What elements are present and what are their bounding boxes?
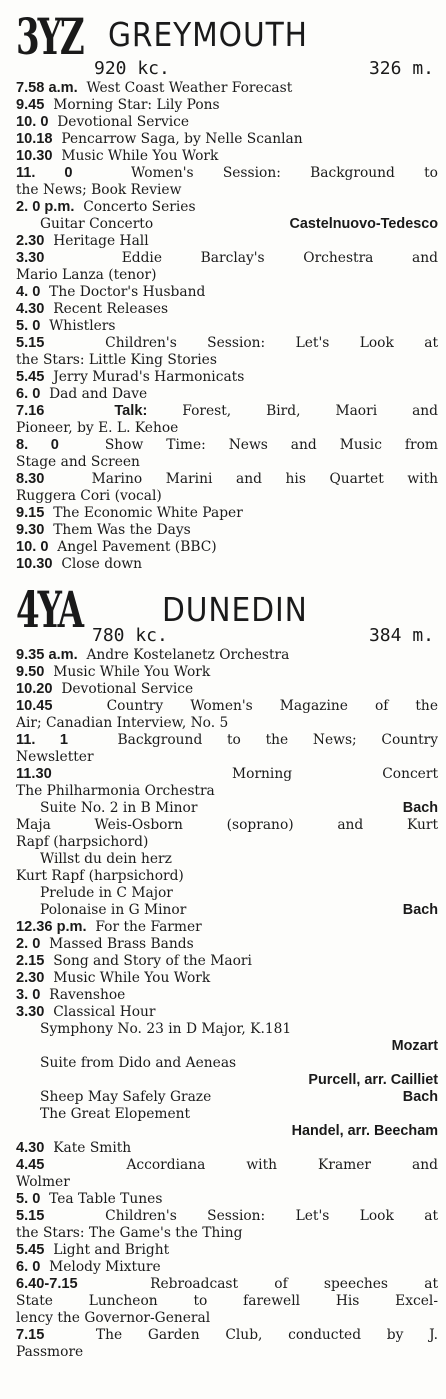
programme-line — [16, 1004, 438, 1021]
programme-line — [16, 471, 438, 488]
programme-time: 4.30 — [16, 1140, 45, 1156]
programme-line — [16, 1259, 438, 1276]
programme-title: Dad and Dave — [49, 386, 148, 402]
programme-title: Kate Smith — [53, 1140, 132, 1156]
programme-text: Air; Canadian Interview, No. 5 — [16, 715, 229, 731]
programme-title: Devotional Service — [61, 681, 194, 697]
programme-time: 5. 0 — [16, 1191, 41, 1207]
programme-time: 3. 0 — [16, 987, 41, 1003]
composer-name: Castelnuovo-Tedesco — [289, 216, 438, 232]
station-header — [16, 581, 438, 647]
programme-text: the Stars: Little King Stories — [16, 352, 217, 368]
programme-time: 2. 0 — [16, 936, 41, 952]
programme-time: 5.15 — [16, 335, 45, 351]
programme-time: 3.30 — [16, 250, 45, 266]
programme-continuation — [16, 868, 438, 885]
item-title: The Great Elopement — [40, 1106, 191, 1122]
programme-item — [16, 800, 438, 817]
programme-line — [16, 1327, 438, 1344]
item-title: Guitar Concerto — [40, 216, 154, 232]
programme-text: the News; Book Review — [16, 182, 182, 198]
programme-time: 9.45 — [16, 97, 45, 113]
programme-item — [16, 1106, 438, 1123]
programme-continuation — [16, 352, 438, 369]
station-3yz — [16, 0, 438, 573]
programme-time: 6. 0 — [16, 386, 41, 402]
programme-text: Pioneer, by E. L. Kehoe — [16, 420, 179, 436]
station-header — [16, 0, 438, 80]
programme-line — [16, 698, 438, 715]
programme-text: Mario Lanza (tenor) — [16, 267, 157, 283]
programme-time: 7.16 — [16, 403, 45, 419]
programme-continuation — [16, 1344, 438, 1361]
programme-continuation — [16, 1225, 438, 1242]
programme-time: 2.15 — [16, 953, 45, 969]
programme-text: Passmore — [16, 1344, 84, 1360]
programme-line — [16, 301, 438, 318]
composer-name: Bach — [402, 1089, 438, 1105]
programme-title: Women's Session: Background to — [131, 165, 438, 181]
programme-time: 10. 0 — [16, 114, 49, 130]
programme-line — [16, 1242, 438, 1259]
programme-item — [16, 902, 438, 919]
item-title: Symphony No. 23 in D Major, K.181 — [40, 1021, 292, 1037]
programme-continuation — [16, 1174, 438, 1191]
programme-title: Andre Kostelanetz Orchestra — [86, 647, 290, 663]
programme-line — [16, 131, 438, 148]
station-city: DUNEDIN — [162, 590, 308, 629]
programme-title: Morning Concert — [232, 766, 438, 782]
programme-time: 11. 1 — [16, 732, 69, 748]
programme-line — [16, 766, 438, 783]
programme-list — [16, 80, 438, 573]
composer-name: Bach — [402, 902, 438, 918]
item-title: Polonaise in G Minor — [40, 902, 187, 918]
programme-title: The Economic White Paper — [53, 505, 243, 521]
programme-title: Pencarrow Saga, by Nelle Scanlan — [61, 131, 303, 147]
programme-time: 8. 0 — [16, 437, 59, 453]
programme-item — [16, 851, 438, 868]
programme-title: Tea Table Tunes — [49, 1191, 163, 1207]
programme-continuation — [16, 715, 438, 732]
programme-title: Heritage Hall — [53, 233, 149, 249]
programme-time: 10.20 — [16, 681, 53, 697]
item-title: Suite from Dido and Aeneas — [40, 1055, 237, 1071]
programme-time: 3.30 — [16, 1004, 45, 1020]
station-city: GREYMOUTH — [108, 15, 308, 54]
programme-continuation — [16, 454, 438, 471]
programme-time: 9.50 — [16, 664, 45, 680]
station-frequency: 920 kc. — [94, 58, 170, 79]
programme-time: 9.30 — [16, 522, 45, 538]
composer-name: Bach — [402, 800, 438, 816]
programme-item — [16, 1089, 438, 1106]
programme-continuation — [16, 420, 438, 437]
station-wavelength: 384 m. — [368, 625, 434, 646]
programme-text: the Stars: The Game's the Thing — [16, 1225, 243, 1241]
programme-title: Jerry Murad's Harmonicats — [53, 369, 245, 385]
programme-time: 10.30 — [16, 148, 53, 164]
programme-title: Song and Story of the Maori — [53, 953, 252, 969]
programme-text: Kurt Rapf (harpsichord) — [16, 868, 184, 884]
programme-title: Background to the News; Country — [117, 732, 438, 748]
programme-continuation — [16, 783, 438, 800]
programme-title: Rebroadcast of speeches at — [150, 1276, 438, 1292]
programme-title: For the Farmer — [95, 919, 202, 935]
programme-line — [16, 505, 438, 522]
composer-line — [16, 1038, 438, 1055]
programme-item — [16, 885, 438, 902]
programme-title: Music While You Work — [53, 970, 211, 986]
programme-text: lency the Governor-General — [16, 1310, 211, 1326]
programme-title: Country Women's Magazine of the — [106, 698, 438, 714]
programme-line — [16, 522, 438, 539]
programme-title: Music While You Work — [61, 148, 219, 164]
programme-label: Talk: — [114, 403, 148, 419]
programme-line — [16, 681, 438, 698]
programme-line — [16, 732, 438, 749]
programme-line — [16, 664, 438, 681]
item-title: Suite No. 2 in B Minor — [40, 800, 198, 816]
programme-title: Massed Brass Bands — [49, 936, 194, 952]
programme-continuation — [16, 749, 438, 766]
programme-title: Whistlers — [49, 318, 116, 334]
programme-title: Close down — [61, 556, 143, 572]
programme-title: Morning Star: Lily Pons — [53, 97, 220, 113]
programme-time: 6.40-7.15 — [16, 1276, 78, 1292]
programme-text: Stage and Screen — [16, 454, 140, 470]
programme-title: Them Was the Days — [53, 522, 191, 538]
programme-continuation — [16, 834, 438, 851]
programme-title: Accordiana with Kramer and — [126, 1157, 438, 1173]
programme-item — [16, 216, 438, 233]
programme-title: Children's Session: Let's Look at — [105, 335, 438, 351]
programme-time: 5. 0 — [16, 318, 41, 334]
programme-time: 5.15 — [16, 1208, 45, 1224]
programme-title: Ravenshoe — [49, 987, 126, 1003]
composer-name: Purcell, arr. Cailliet — [308, 1072, 438, 1088]
programme-line — [16, 1191, 438, 1208]
programme-line — [16, 403, 438, 420]
station-frequency: 780 kc. — [92, 625, 168, 646]
programme-text: Maja Weis-Osborn (soprano) and Kurt — [16, 817, 438, 833]
programme-line — [16, 936, 438, 953]
programme-text: Ruggera Cori (vocal) — [16, 488, 162, 504]
programme-line — [16, 80, 438, 97]
programme-line — [16, 318, 438, 335]
programme-title: Light and Bright — [53, 1242, 170, 1258]
station-call-sign: 4YA — [16, 580, 83, 639]
programme-time: 5.45 — [16, 369, 45, 385]
programme-line — [16, 233, 438, 250]
programme-line — [16, 369, 438, 386]
programme-time: 4.45 — [16, 1157, 45, 1173]
programme-text: Wolmer — [16, 1174, 70, 1190]
programme-title: Classical Hour — [53, 1004, 156, 1020]
programme-title: Music While You Work — [53, 664, 211, 680]
composer-name: Handel, arr. Beecham — [291, 1123, 438, 1139]
programme-line — [16, 335, 438, 352]
programme-title: Angel Pavement (BBC) — [57, 539, 217, 555]
programme-time: 6. 0 — [16, 1259, 41, 1275]
programme-text: The Philharmonia Orchestra — [16, 783, 215, 799]
programme-line — [16, 647, 438, 664]
programme-time: 7.15 — [16, 1327, 45, 1343]
programme-continuation — [16, 182, 438, 199]
programme-title: Devotional Service — [57, 114, 190, 130]
programme-title: Concerto Series — [83, 199, 196, 215]
programme-line — [16, 386, 438, 403]
programme-time: 11.30 — [16, 766, 52, 782]
programme-line — [16, 953, 438, 970]
programme-line — [16, 919, 438, 936]
programme-time: 2.30 — [16, 970, 45, 986]
programme-title: Children's Session: Let's Look at — [105, 1208, 438, 1224]
station-wavelength: 326 m. — [368, 58, 434, 79]
programme-time: 7.58 a.m. — [16, 80, 78, 96]
programme-line — [16, 250, 438, 267]
programme-line — [16, 284, 438, 301]
programme-line — [16, 1157, 438, 1174]
programme-text: Rapf (harpsichord) — [16, 834, 149, 850]
programme-time: 5.45 — [16, 1242, 45, 1258]
programme-line — [16, 970, 438, 987]
programme-item — [16, 1021, 438, 1038]
programme-text: Newsletter — [16, 749, 94, 765]
item-title: Willst du dein herz — [40, 851, 172, 867]
programme-time: 10.45 — [16, 698, 53, 714]
programme-line — [16, 1208, 438, 1225]
programme-time: 10. 0 — [16, 539, 49, 555]
programme-title: The Doctor's Husband — [49, 284, 206, 300]
programme-time: 2.30 — [16, 233, 45, 249]
item-title: Sheep May Safely Graze — [40, 1089, 212, 1105]
programme-time: 2. 0 p.m. — [16, 199, 75, 215]
programme-continuation — [16, 817, 438, 834]
composer-name: Mozart — [391, 1038, 438, 1054]
programme-line — [16, 97, 438, 114]
programme-time: 9.15 — [16, 505, 45, 521]
programme-line — [16, 539, 438, 556]
composer-line — [16, 1123, 438, 1140]
programme-title: Melody Mixture — [49, 1259, 161, 1275]
programme-continuation — [16, 1310, 438, 1327]
programme-line — [16, 114, 438, 131]
programme-line — [16, 556, 438, 573]
item-title: Prelude in C Major — [40, 885, 173, 901]
programme-title: Marino Marini and his Quartet with — [91, 471, 438, 487]
programme-line — [16, 148, 438, 165]
programme-continuation — [16, 267, 438, 284]
programme-line — [16, 1140, 438, 1157]
programme-line — [16, 987, 438, 1004]
programme-title: Eddie Barclay's Orchestra and — [121, 250, 438, 266]
programme-title: Show Time: News and Music from — [104, 437, 438, 453]
programme-time: 4.30 — [16, 301, 45, 317]
programme-time: 12.36 p.m. — [16, 919, 87, 935]
programme-time: 11. 0 — [16, 165, 73, 181]
programme-line — [16, 165, 438, 182]
composer-line — [16, 1072, 438, 1089]
programme-time: 9.35 a.m. — [16, 647, 78, 663]
programme-time: 4. 0 — [16, 284, 41, 300]
programme-item — [16, 1055, 438, 1072]
programme-list — [16, 647, 438, 1361]
programme-title: West Coast Weather Forecast — [86, 80, 293, 96]
programme-line — [16, 437, 438, 454]
programme-text: State Luncheon to farewell His Excel- — [16, 1293, 438, 1309]
programme-title: Recent Releases — [53, 301, 169, 317]
station-4ya — [16, 581, 438, 1361]
programme-line — [16, 199, 438, 216]
programme-continuation — [16, 1293, 438, 1310]
programme-title: The Garden Club, conducted by J. — [95, 1327, 438, 1343]
programme-time: 10.30 — [16, 556, 53, 572]
programme-title: Forest, Bird, Maori and — [182, 403, 438, 419]
station-call-sign: 3YZ — [16, 7, 83, 66]
programme-line — [16, 1276, 438, 1293]
programme-continuation — [16, 488, 438, 505]
programme-time: 8.30 — [16, 471, 45, 487]
programme-time: 10.18 — [16, 131, 53, 147]
